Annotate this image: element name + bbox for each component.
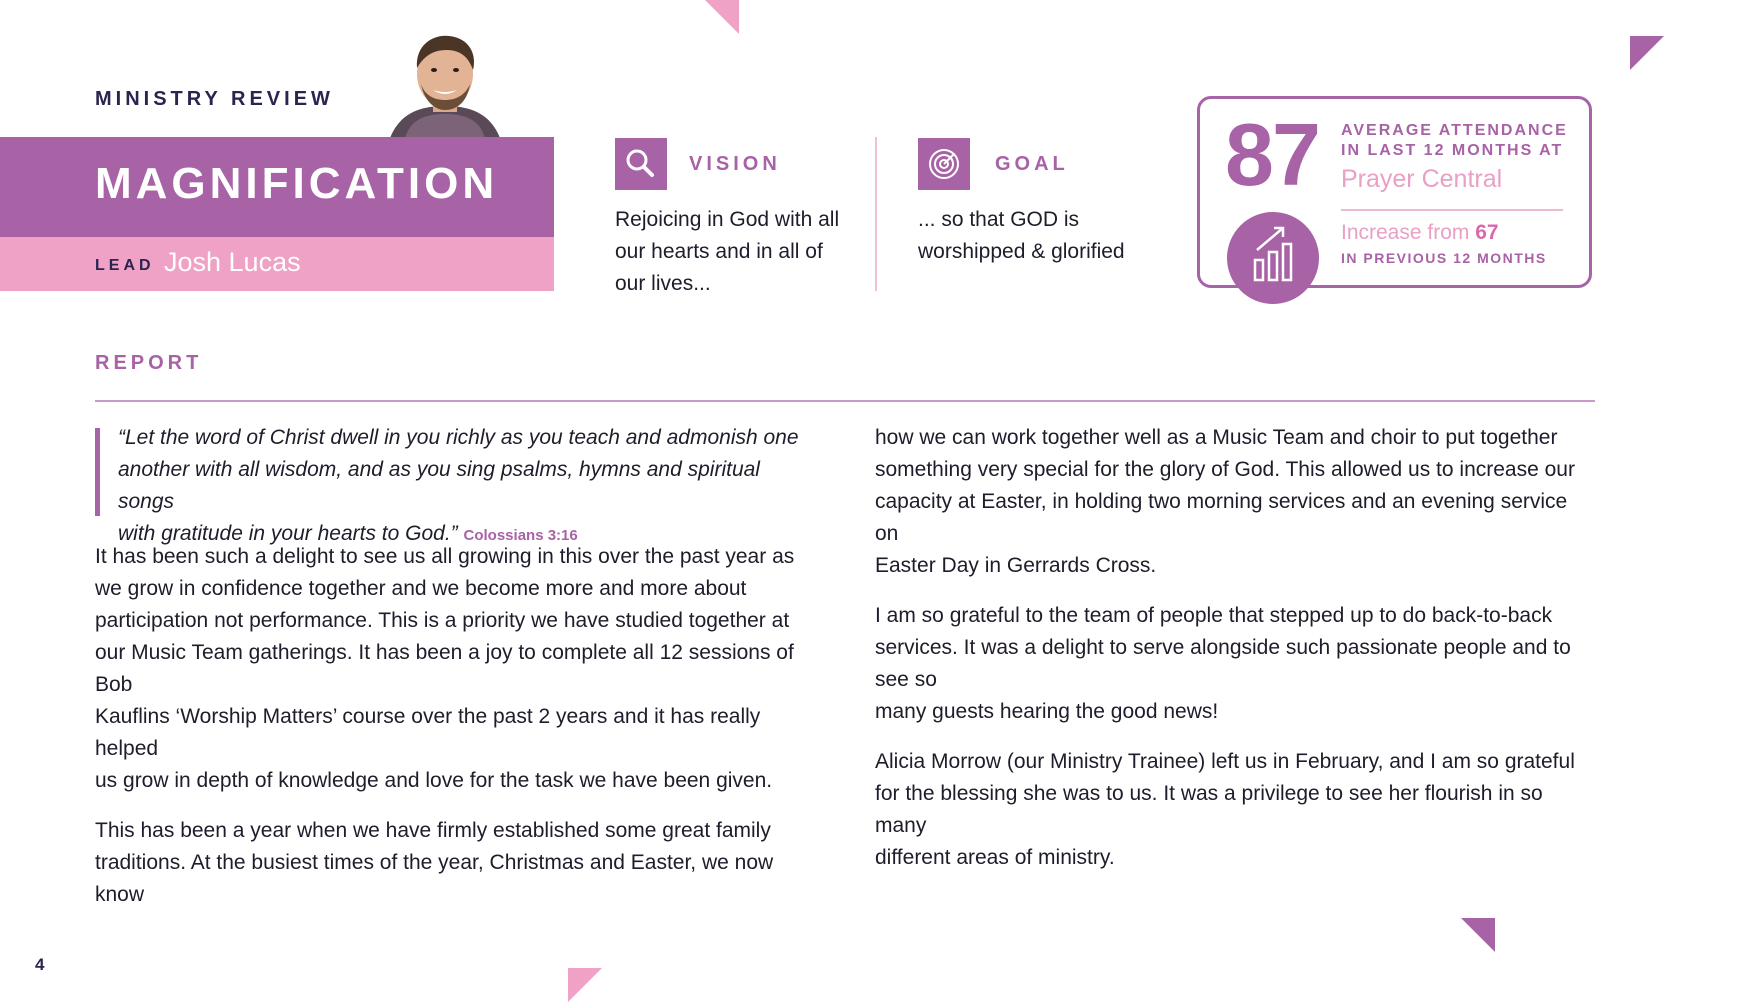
report-left-column	[95, 541, 815, 929]
report-line: we grow in confidence together and we become more and more about	[95, 577, 747, 600]
report-line: I am so grateful to the team of people that stepped up to do back-to-back	[875, 604, 1553, 627]
report-line: services. It was a delight to serve alongside such passionate people and to see so	[875, 636, 1571, 691]
goal-text	[918, 204, 1125, 268]
report-line: Easter Day in Gerrards Cross.	[875, 554, 1157, 577]
vision-text-line: our lives...	[615, 272, 711, 295]
growth-chart-icon	[1227, 212, 1319, 304]
decorative-triangle-top-right	[1630, 36, 1664, 70]
report-line: many guests hearing the good news!	[875, 700, 1219, 723]
report-paragraph	[95, 815, 815, 911]
vision-label: VISION	[689, 153, 781, 175]
report-line: It has been such a delight to see us all growing in this over the past year as	[95, 545, 795, 568]
previous-period-label: IN PREVIOUS 12 MONTHS	[1341, 250, 1547, 266]
ministry-title: MAGNIFICATION	[95, 159, 499, 208]
report-line: Alicia Morrow (our Ministry Trainee) left us in February, and I am so grateful	[875, 750, 1575, 773]
report-paragraph	[875, 600, 1595, 728]
vision-text-line: our hearts and in all of	[615, 240, 823, 263]
report-label: REPORT	[95, 352, 203, 374]
vision-text-line: Rejoicing in God with all	[615, 208, 840, 231]
leader-photo	[385, 28, 505, 138]
ministry-title-band	[0, 137, 554, 237]
decorative-triangle-bottom-right	[1461, 918, 1495, 952]
report-line: different areas of ministry.	[875, 846, 1115, 869]
quote-bar	[95, 428, 100, 516]
lead-label: LEAD	[95, 257, 155, 274]
report-paragraph	[95, 541, 815, 797]
quote-line: another with all wisdom, and as you sing psalms, hymns and spiritual songs	[118, 458, 760, 513]
attendance-place: Prayer Central	[1341, 165, 1503, 193]
goal-label: GOAL	[995, 153, 1069, 175]
attendance-label-line: AVERAGE ATTENDANCE	[1341, 122, 1568, 139]
report-divider	[95, 400, 1595, 402]
quote-reference: Colossians 3:16	[463, 527, 578, 544]
report-line: something very special for the glory of God. This allowed us to increase our	[875, 458, 1575, 481]
quote-line: “Let the word of Christ dwell in you richly as you teach and admonish one	[118, 426, 799, 449]
goal-text-line: worshipped & glorified	[918, 240, 1125, 263]
decorative-triangle-top	[705, 0, 739, 34]
report-paragraph	[875, 422, 1595, 582]
report-line: traditions. At the busiest times of the year, Christmas and Easter, we now know	[95, 851, 774, 906]
report-line: for the blessing she was to us. It was a privilege to see her flourish in so many	[875, 782, 1543, 837]
column-divider	[875, 137, 877, 291]
increase-text	[1341, 221, 1499, 245]
report-right-column	[875, 422, 1595, 892]
report-line: how we can work together well as a Music Team and choir to put together	[875, 426, 1558, 449]
vision-text	[615, 204, 839, 300]
increase-value: 67	[1475, 221, 1499, 244]
attendance-label-line: IN LAST 12 MONTHS AT	[1341, 142, 1564, 159]
report-line: us grow in depth of knowledge and love for the task we have been given.	[95, 769, 773, 792]
search-icon	[615, 138, 667, 190]
report-paragraph	[875, 746, 1595, 874]
report-line: capacity at Easter, in holding two morning services and an evening service on	[875, 490, 1568, 545]
attendance-label	[1341, 121, 1581, 161]
increase-prefix: Increase from	[1341, 221, 1476, 244]
stat-divider	[1341, 209, 1563, 211]
report-line: participation not performance. This is a priority we have studied together at	[95, 609, 790, 632]
page-number: 4	[35, 955, 45, 974]
ministry-review-kicker: MINISTRY REVIEW	[95, 88, 334, 110]
decorative-triangle-bottom	[568, 968, 602, 1002]
goal-text-line: ... so that GOD is	[918, 208, 1080, 231]
report-line: This has been a year when we have firmly established some great family	[95, 819, 771, 842]
attendance-stat-card	[1197, 96, 1592, 288]
attendance-number: 87	[1225, 105, 1319, 204]
scripture-quote	[118, 422, 818, 552]
lead-band	[0, 237, 554, 291]
quote-line: with gratitude in your hearts to God.”	[118, 522, 458, 545]
report-line: our Music Team gatherings. It has been a joy to complete all 12 sessions of Bob	[95, 641, 794, 696]
report-line: Kauflins ‘Worship Matters’ course over the past 2 years and it has really helped	[95, 705, 761, 760]
target-icon	[918, 138, 970, 190]
lead-name: Josh Lucas	[164, 247, 301, 277]
